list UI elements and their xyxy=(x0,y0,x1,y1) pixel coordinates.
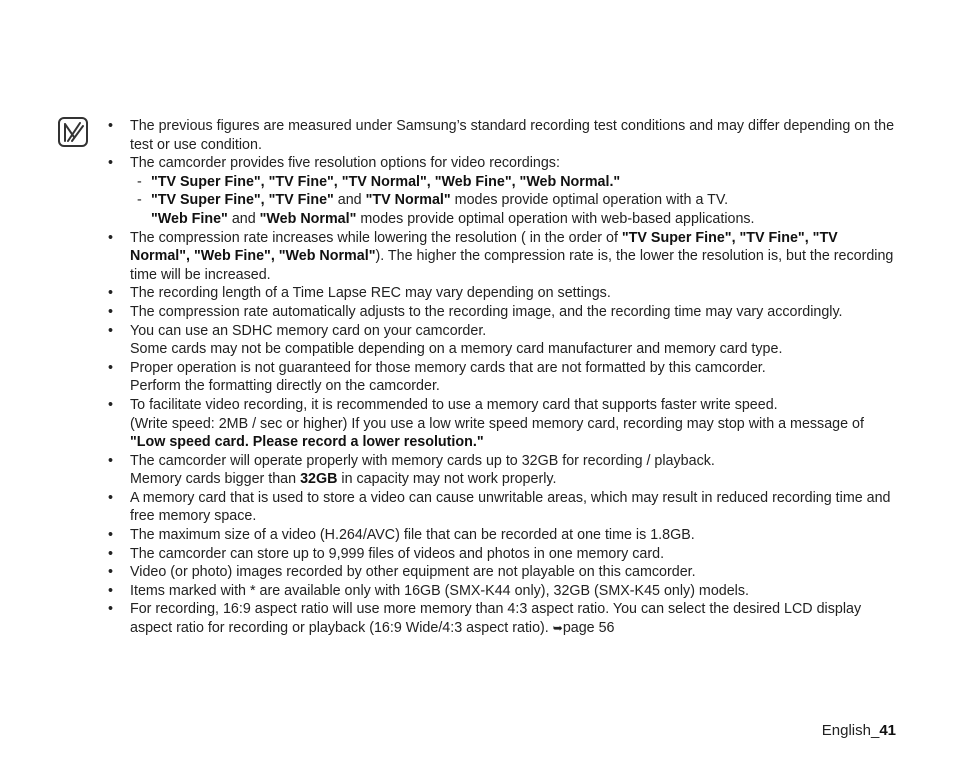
note-text: and xyxy=(333,192,366,209)
note-text: The camcorder provides five resolution options for video recordings: xyxy=(130,155,560,172)
notes-list xyxy=(108,117,898,638)
bullet: • xyxy=(108,489,114,506)
page-number: 41 xyxy=(879,722,896,739)
note-text: ). The higher the compression rate is, the lower the resolution is, but the recording time will be increased. xyxy=(130,248,894,283)
note-10 xyxy=(108,489,898,526)
page-reference-arrow-icon: ➥ xyxy=(552,621,563,636)
bullet: • xyxy=(108,564,114,581)
bullet: • xyxy=(108,396,114,413)
note-text: The camcorder will operate properly with memory cards up to 32GB for recording / playback. xyxy=(130,452,715,469)
note-4 xyxy=(108,284,898,303)
capacity-limit: 32GB xyxy=(300,471,338,488)
dash: - xyxy=(137,192,142,209)
note-text: Memory cards bigger than xyxy=(130,471,301,488)
note-2 xyxy=(108,154,898,173)
note-5 xyxy=(108,303,898,322)
page-footer xyxy=(822,722,896,739)
note-text: The camcorder can store up to 9,999 files of videos and photos in one memory card. xyxy=(130,545,665,562)
note-text: and xyxy=(227,210,260,227)
note-2-sub-1 xyxy=(108,173,898,192)
tv-modes: "TV Super Fine", "TV Fine" xyxy=(151,192,334,209)
bullet: • xyxy=(108,601,114,618)
note-2-sub-3 xyxy=(108,210,898,229)
note-15 xyxy=(108,600,898,637)
language-label: English_ xyxy=(821,722,880,739)
bullet: • xyxy=(108,359,114,376)
note-text: Items marked with * are available only with 16GB (SMX-K44 only), 32GB (SMX-K45 only) models. xyxy=(130,582,749,599)
web-normal-mode: "Web Normal" xyxy=(259,210,357,227)
bullet: • xyxy=(108,527,114,544)
note-pencil-icon xyxy=(58,117,88,147)
note-14 xyxy=(108,582,898,601)
web-fine-mode: "Web Fine" xyxy=(151,210,228,227)
bullet: • xyxy=(108,452,114,469)
dash: - xyxy=(137,173,142,190)
note-text: Some cards may not be compatible depending on a memory card manufacturer and memory card type. xyxy=(130,341,783,358)
note-text: (Write speed: 2MB / sec or higher) If you use a low write speed memory card, recording may stop with a message of xyxy=(130,415,864,432)
note-text: A memory card that is used to store a video can cause unwritable areas, which may result in reduced recording time and free memory space. xyxy=(130,489,891,525)
note-text: The compression rate automatically adjusts to the recording image, and the recording time may vary accordingly. xyxy=(130,303,843,320)
note-text: For recording, 16:9 aspect ratio will use more memory than 4:3 aspect ratio. You can select the desired LCD display aspect ratio for recording or playback (16:9 Wide/4:3 aspect ratio). xyxy=(130,601,862,637)
bullet: • xyxy=(108,582,114,599)
note-3 xyxy=(108,229,898,285)
page-reference-link[interactable]: page 56 xyxy=(562,620,615,637)
note-2-sub-2 xyxy=(108,191,898,210)
bullet: • xyxy=(108,285,114,302)
note-13 xyxy=(108,563,898,582)
resolution-order: "TV Super Fine", "TV Fine", "TV Normal", "Web Fine", "Web Normal" xyxy=(130,229,838,265)
note-text: You can use an SDHC memory card on your camcorder. xyxy=(130,322,487,339)
note-text: The recording length of a Time Lapse REC may vary depending on settings. xyxy=(130,285,611,302)
bullet: • xyxy=(108,303,114,320)
note-text: The maximum size of a video (H.264/AVC) file that can be recorded at one time is 1.8GB. xyxy=(130,527,695,544)
bullet: • xyxy=(108,322,114,339)
note-1 xyxy=(108,117,898,154)
note-12 xyxy=(108,545,898,564)
note-7 xyxy=(108,359,898,396)
note-text: Perform the formatting directly on the camcorder. xyxy=(130,378,440,395)
note-11 xyxy=(108,526,898,545)
note-text: modes provide optimal operation with a TV. xyxy=(450,192,729,209)
note-text: in capacity may not work properly. xyxy=(337,471,557,488)
note-text: The previous figures are measured under Samsung’s standard recording test conditions and may differ depending on the test or use condition. xyxy=(130,118,895,153)
note-text: Proper operation is not guaranteed for those memory cards that are not formatted by this camcorder. xyxy=(130,359,766,376)
bullet: • xyxy=(108,545,114,562)
tv-normal-mode: "TV Normal" xyxy=(365,192,451,209)
bullet: • xyxy=(108,118,114,134)
bullet: • xyxy=(108,229,114,246)
resolution-options: "TV Super Fine", "TV Fine", "TV Normal", "Web Fine", "Web Normal." xyxy=(151,173,621,190)
note-text: Video (or photo) images recorded by other equipment are not playable on this camcorder. xyxy=(130,564,696,581)
note-text: The compression rate increases while lowering the resolution ( in the order of xyxy=(130,229,622,246)
bullet: • xyxy=(108,155,114,172)
note-9 xyxy=(108,452,898,489)
note-8 xyxy=(108,396,898,452)
note-text: modes provide optimal operation with web-based applications. xyxy=(356,210,755,227)
note-6 xyxy=(108,322,898,359)
low-speed-message: "Low speed card. Please record a lower resolution." xyxy=(130,434,484,451)
note-text: To facilitate video recording, it is recommended to use a memory card that supports faster write speed. xyxy=(130,396,778,413)
